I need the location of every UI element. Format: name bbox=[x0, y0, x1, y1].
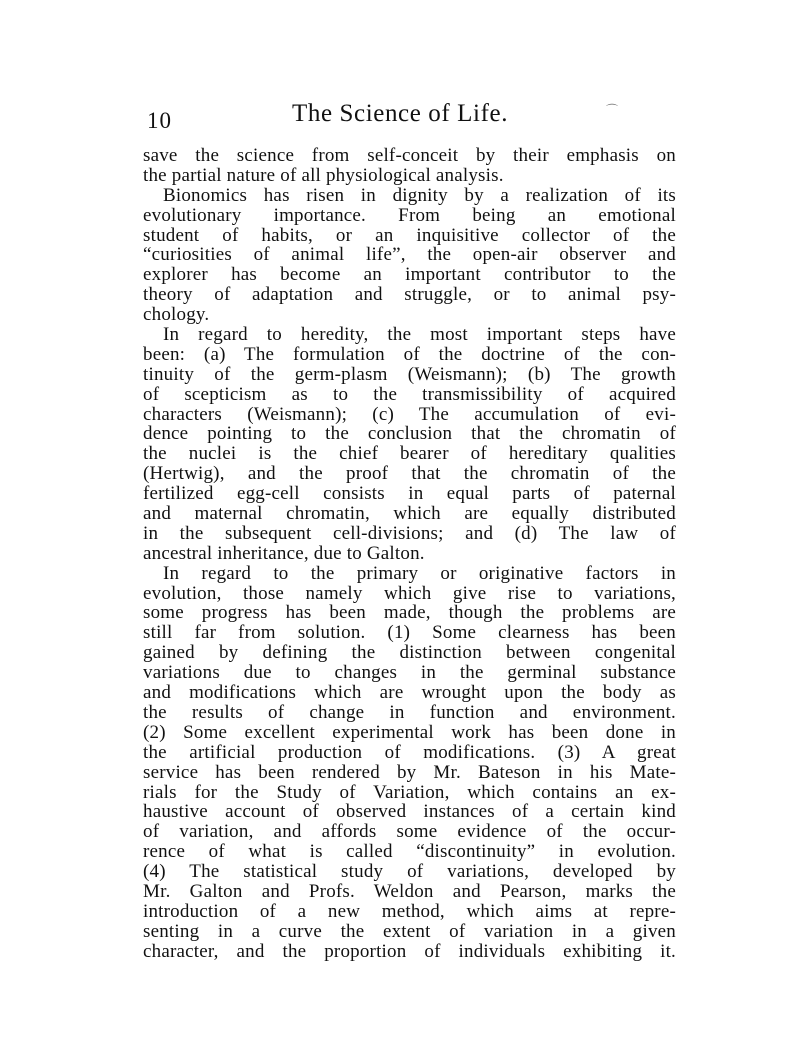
text-line: the artificial production of modifications. (3) A great bbox=[143, 741, 676, 763]
text-line: evolutionary importance. From being an emotional bbox=[143, 204, 676, 226]
page-number: 10 bbox=[147, 108, 172, 133]
text-line: and maternal chromatin, which are equally distributed bbox=[143, 503, 676, 525]
text-line: save the science from self-conceit by their emphasis on bbox=[143, 145, 676, 166]
text-line: In regard to heredity, the most important steps have bbox=[163, 324, 676, 346]
text-line: theory of adaptation and struggle, or to animal psy- bbox=[143, 284, 676, 306]
text-line: Mr. Galton and Profs. Weldon and Pearson, marks the bbox=[143, 880, 676, 902]
text-line: some progress has been made, though the problems are bbox=[143, 602, 676, 624]
text-line: the results of change in function and environment. bbox=[143, 701, 676, 723]
text-line: chology. bbox=[143, 304, 210, 326]
text-line: student of habits, or an inquisitive collector of the bbox=[143, 224, 676, 246]
print-speck: ⌒ bbox=[606, 103, 619, 117]
text-line: rials for the Study of Variation, which contains an ex- bbox=[143, 781, 676, 803]
text-line: ancestral inheritance, due to Galton. bbox=[143, 542, 425, 564]
text-line: the partial nature of all physiological analysis. bbox=[143, 164, 504, 186]
text-line: character, and the proportion of individuals exhibiting it. bbox=[143, 940, 676, 962]
text-line: (2) Some excellent experimental work has been done in bbox=[143, 721, 676, 743]
text-line: characters (Weismann); (c) The accumulation of evi- bbox=[143, 403, 676, 425]
text-line: variations due to changes in the germinal substance bbox=[143, 662, 676, 684]
text-line: still far from solution. (1) Some clearness has been bbox=[143, 622, 676, 644]
text-line: introduction of a new method, which aims at repre- bbox=[143, 900, 676, 922]
text-line: of scepticism as to the transmissibility of acquired bbox=[143, 383, 676, 405]
text-line: “curiosities of animal life”, the open-air observer and bbox=[143, 244, 676, 266]
text-line: rence of what is called “discontinuity” in evolution. bbox=[143, 841, 676, 863]
text-line: of variation, and affords some evidence of the occur- bbox=[143, 821, 676, 843]
text-line: and modifications which are wrought upon the body as bbox=[143, 682, 676, 704]
text-line: gained by defining the distinction between congenital bbox=[143, 642, 676, 664]
text-line: fertilized egg-cell consists in equal parts of paternal bbox=[143, 483, 676, 505]
text-line: Bionomics has risen in dignity by a realization of its bbox=[163, 184, 676, 206]
text-line: haustive account of observed instances of a certain kind bbox=[143, 801, 676, 823]
text-line: in the subsequent cell-divisions; and (d) The law of bbox=[143, 522, 676, 544]
page-header bbox=[147, 100, 677, 134]
text-line: (4) The statistical study of variations, developed by bbox=[143, 861, 676, 883]
running-title: The Science of Life. bbox=[292, 100, 509, 127]
text-line: In regard to the primary or originative factors in bbox=[163, 562, 676, 584]
body-text bbox=[143, 146, 676, 962]
text-line: dence pointing to the conclusion that the chromatin of bbox=[143, 423, 676, 445]
text-line: been: (a) The formulation of the doctrine of the con- bbox=[143, 343, 676, 365]
text-line: evolution, those namely which give rise to variations, bbox=[143, 582, 676, 604]
text-line: explorer has become an important contributor to the bbox=[143, 264, 676, 286]
text-line: (Hertwig), and the proof that the chromatin of the bbox=[143, 463, 676, 485]
text-line: senting in a curve the extent of variation in a given bbox=[143, 920, 676, 942]
text-line: service has been rendered by Mr. Bateson in his Mate- bbox=[143, 761, 676, 783]
text-line: the nuclei is the chief bearer of hereditary qualities bbox=[143, 443, 676, 465]
text-line: tinuity of the germ-plasm (Weismann); (b) The growth bbox=[143, 363, 676, 385]
